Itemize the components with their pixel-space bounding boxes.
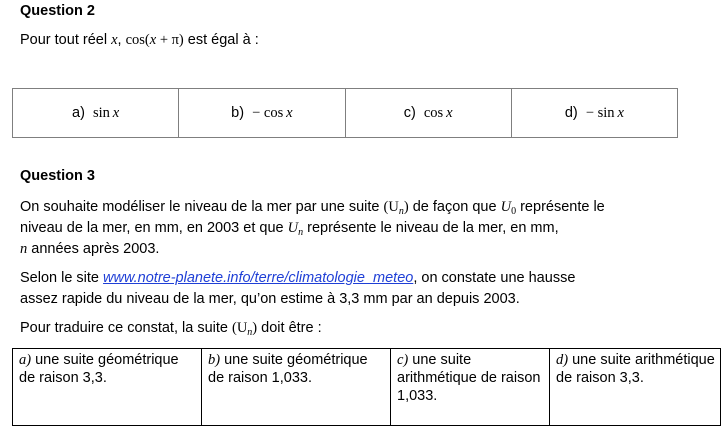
paragraph-3: [20, 318, 322, 343]
paragraph-1-line-3: [20, 239, 159, 260]
option-letter: c): [397, 352, 409, 368]
option-letter: c): [403, 104, 416, 121]
sequence-close: ): [403, 199, 409, 215]
option-letter: b): [231, 104, 245, 121]
sequence-symbol: (U: [383, 199, 399, 215]
text: années après 2003.: [27, 241, 160, 257]
question-2-title: Question 2: [20, 3, 95, 19]
option-math: cos: [423, 104, 444, 121]
option-letter: d): [556, 352, 569, 368]
option-text: une suite arithmétique de raison 1,033.: [397, 352, 541, 404]
option-letter: a): [19, 352, 32, 368]
option-letter: d): [564, 104, 578, 121]
option-math: sin: [92, 104, 110, 121]
text: représente le: [516, 199, 605, 215]
option-text: une suite géométrique de raison 1,033.: [208, 352, 368, 386]
sequence-close: ): [252, 320, 258, 336]
option-letter: a): [72, 104, 85, 121]
answer-option-c[interactable]: [391, 349, 550, 426]
answer-option-b[interactable]: [179, 89, 345, 138]
option-var: x: [112, 104, 120, 121]
sequence-symbol: (U: [231, 320, 248, 336]
prompt-text-end: est égal à :: [183, 32, 259, 48]
paragraph-2-line-1: [20, 268, 575, 289]
un-subscript: n: [298, 227, 304, 238]
option-var: x: [286, 104, 293, 121]
text: Selon le site: [20, 270, 104, 286]
option-letter: b): [208, 352, 221, 368]
text: Pour traduire ce constat, la suite: [20, 320, 232, 336]
paragraph-2-line-2: assez rapide du niveau de la mer, qu’on estime à 3,3 mm par an depuis 2003.: [20, 291, 520, 307]
question-3-title: Question 3: [20, 168, 95, 184]
answer-option-b[interactable]: [202, 349, 391, 426]
question-2-answers-table: [12, 88, 678, 138]
sequence-subscript: n: [398, 206, 404, 217]
question-3-answers-table: [12, 348, 721, 426]
prompt-expression-fn: cos(: [125, 32, 150, 48]
prompt-text: Pour tout réel: [20, 32, 112, 48]
n-symbol: n: [20, 241, 28, 257]
answer-option-a[interactable]: [13, 89, 179, 138]
text: doit être :: [257, 320, 322, 336]
source-link[interactable]: www.notre-planete.info/terre/climatologie_meteo: [103, 270, 414, 286]
prompt-expression-var: x: [149, 32, 157, 48]
question-2-prompt: [20, 30, 259, 51]
option-math: − sin: [585, 104, 615, 121]
answer-option-a[interactable]: [13, 349, 202, 426]
text: On souhaite modéliser le niveau de la mer par une suite: [20, 199, 384, 215]
option-text: une suite arithmétique de raison 3,3.: [556, 352, 715, 386]
option-var: x: [446, 104, 453, 121]
text: de façon que: [408, 199, 501, 215]
text: niveau de la mer, en mm, en 2003 et que: [20, 220, 288, 236]
answer-option-d[interactable]: [511, 89, 677, 138]
text: représente le niveau de la mer, en mm,: [303, 220, 559, 236]
answer-option-d[interactable]: [550, 349, 721, 426]
answer-option-c[interactable]: [345, 89, 511, 138]
option-var: x: [617, 104, 624, 121]
un-symbol: U: [287, 220, 299, 236]
option-math: − cos: [252, 104, 284, 121]
u0-subscript: 0: [511, 206, 517, 217]
prompt-expression-rest: + π): [156, 32, 184, 48]
option-text: une suite géométrique de raison 3,3.: [19, 352, 179, 386]
prompt-separator: ,: [117, 32, 126, 48]
u0-symbol: U: [500, 199, 512, 215]
prompt-variable: x: [111, 32, 118, 48]
text: , on constate une hausse: [413, 270, 576, 286]
sequence-subscript: n: [247, 327, 253, 338]
